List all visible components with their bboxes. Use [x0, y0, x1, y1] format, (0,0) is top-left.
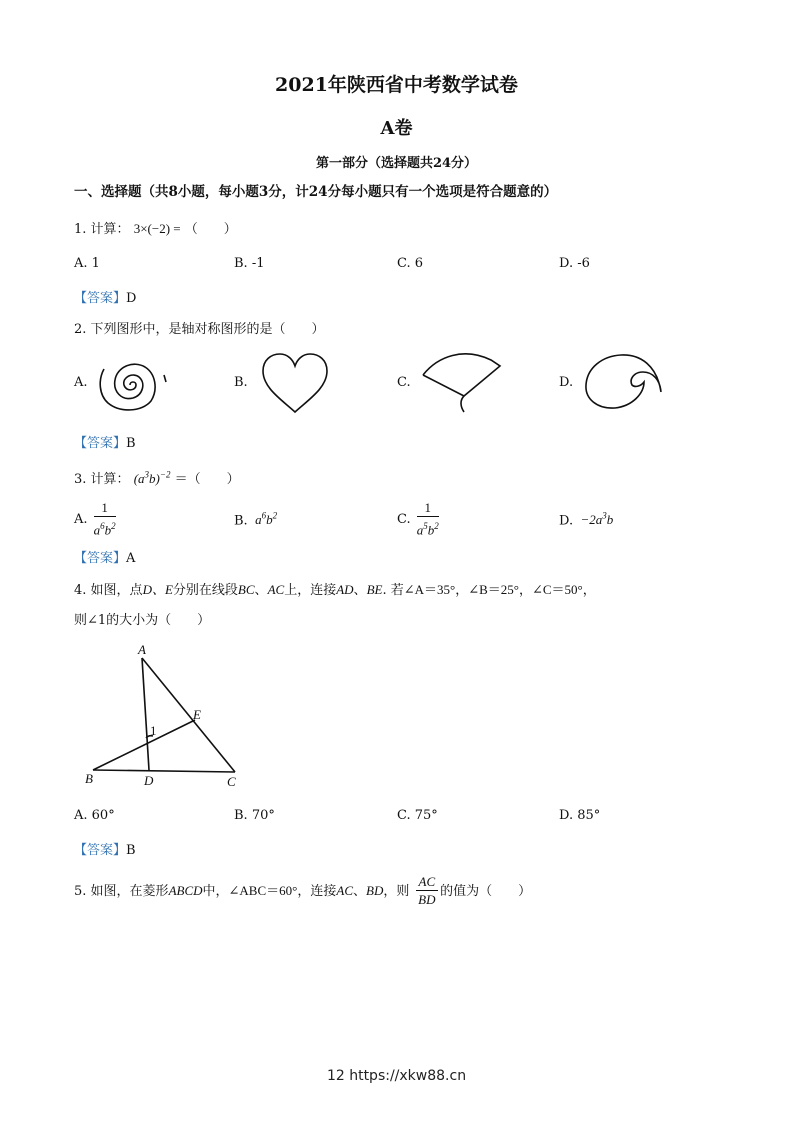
- q3-option-c: C. $\frac{1}{a^5b^2}$: [397, 500, 439, 538]
- question-number: 4.: [74, 583, 87, 598]
- question-lead: 计算：: [90, 472, 130, 487]
- label-d: D: [144, 773, 154, 788]
- q3-option-b: B. $a^6b^2$: [234, 511, 278, 529]
- question-text: 下列图形中，是轴对称图形的是（ ）: [90, 322, 325, 337]
- question-1: [74, 218, 237, 237]
- page-title: 2021年陕西省中考数学试卷: [275, 74, 518, 96]
- fan-icon: [420, 348, 504, 418]
- q3-option-a: A. $\frac{1}{a^6b^2}$: [74, 500, 116, 538]
- answer-tag: 【答案】: [74, 843, 127, 858]
- segment-ad: [142, 658, 149, 770]
- segment-be: [93, 720, 195, 770]
- spiral-icon: [96, 350, 170, 416]
- question-4-line-2: 则∠1的大小为（ ）: [74, 613, 211, 628]
- question-number: 2.: [74, 322, 87, 337]
- label-c: C: [227, 774, 236, 789]
- math-expression: $(a^3b)^{-2}$: [133, 469, 171, 486]
- answer-tag: 【答案】: [74, 436, 127, 451]
- q2-answer: [74, 432, 136, 451]
- question-4: 4. 如图，点D、E分别在线段BC、AC上，连接AD、BE. 若∠A＝35°，∠B＝25°，∠C＝50°，: [74, 582, 596, 598]
- q4-option-a: A. 60°: [74, 808, 115, 823]
- q1-option-a: A. 1: [74, 256, 100, 271]
- answer-value: D: [126, 291, 137, 306]
- q2-label-d: D.: [559, 375, 574, 390]
- part-heading: 第一部分（选择题共24分）: [315, 156, 478, 171]
- section-heading: 一、选择题（共8小题，每小题3分，计24分每小题只有一个选项是符合题意的）: [74, 184, 558, 200]
- math-expression: 3×(−2) =: [133, 221, 181, 236]
- q1-option-b: B. -1: [234, 256, 265, 271]
- question-5: 5. 如图，在菱形ABCD中，∠ABC＝60°，连接AC、BD，则 $\frac{AC}{BD}$ 的值为（ ）: [74, 874, 532, 907]
- q1-option-c: C. 6: [397, 256, 424, 271]
- answer-tag: 【答案】: [74, 291, 127, 306]
- fraction-ac-bd: $\frac{AC}{BD}$: [416, 874, 439, 909]
- triangle-figure: [80, 640, 250, 790]
- segment-bc: [93, 770, 235, 772]
- answer-tag: 【答案】: [74, 551, 127, 566]
- label-b: B: [85, 771, 93, 786]
- question-number: 3.: [74, 472, 87, 487]
- question-number: 1.: [74, 222, 87, 237]
- q2-label-b: B.: [234, 375, 248, 390]
- q4-option-c: C. 75°: [397, 808, 438, 823]
- q3-answer: [74, 547, 135, 566]
- q4-option-b: B. 70°: [234, 808, 275, 823]
- page-footer: 12 https://xkw88.cn: [326, 1068, 467, 1084]
- q4-answer: [74, 839, 136, 858]
- answer-blank: ＝（ ）: [174, 472, 240, 487]
- heart-icon: [260, 352, 330, 416]
- label-a: A: [138, 642, 146, 657]
- q3-option-d: D. $-2a^3b$: [559, 511, 614, 529]
- label-angle-1: 1: [150, 723, 157, 738]
- question-2: [74, 318, 325, 337]
- segment-ac: [142, 658, 235, 772]
- q2-label-c: C.: [397, 375, 411, 390]
- answer-value: A: [126, 551, 136, 566]
- curl-icon: [583, 352, 667, 412]
- answer-value: B: [126, 436, 136, 451]
- q1-answer: [74, 287, 136, 306]
- question-number: 5.: [74, 884, 87, 899]
- paper-subtitle: A卷: [380, 118, 413, 139]
- answer-blank: （ ）: [184, 222, 237, 237]
- q4-option-d: D. 85°: [559, 808, 601, 823]
- answer-value: B: [126, 843, 136, 858]
- q2-label-a: A.: [74, 375, 88, 390]
- q1-option-d: D. -6: [559, 256, 590, 271]
- question-lead: 计算：: [90, 222, 130, 237]
- label-e: E: [193, 707, 201, 722]
- question-3: [74, 468, 240, 487]
